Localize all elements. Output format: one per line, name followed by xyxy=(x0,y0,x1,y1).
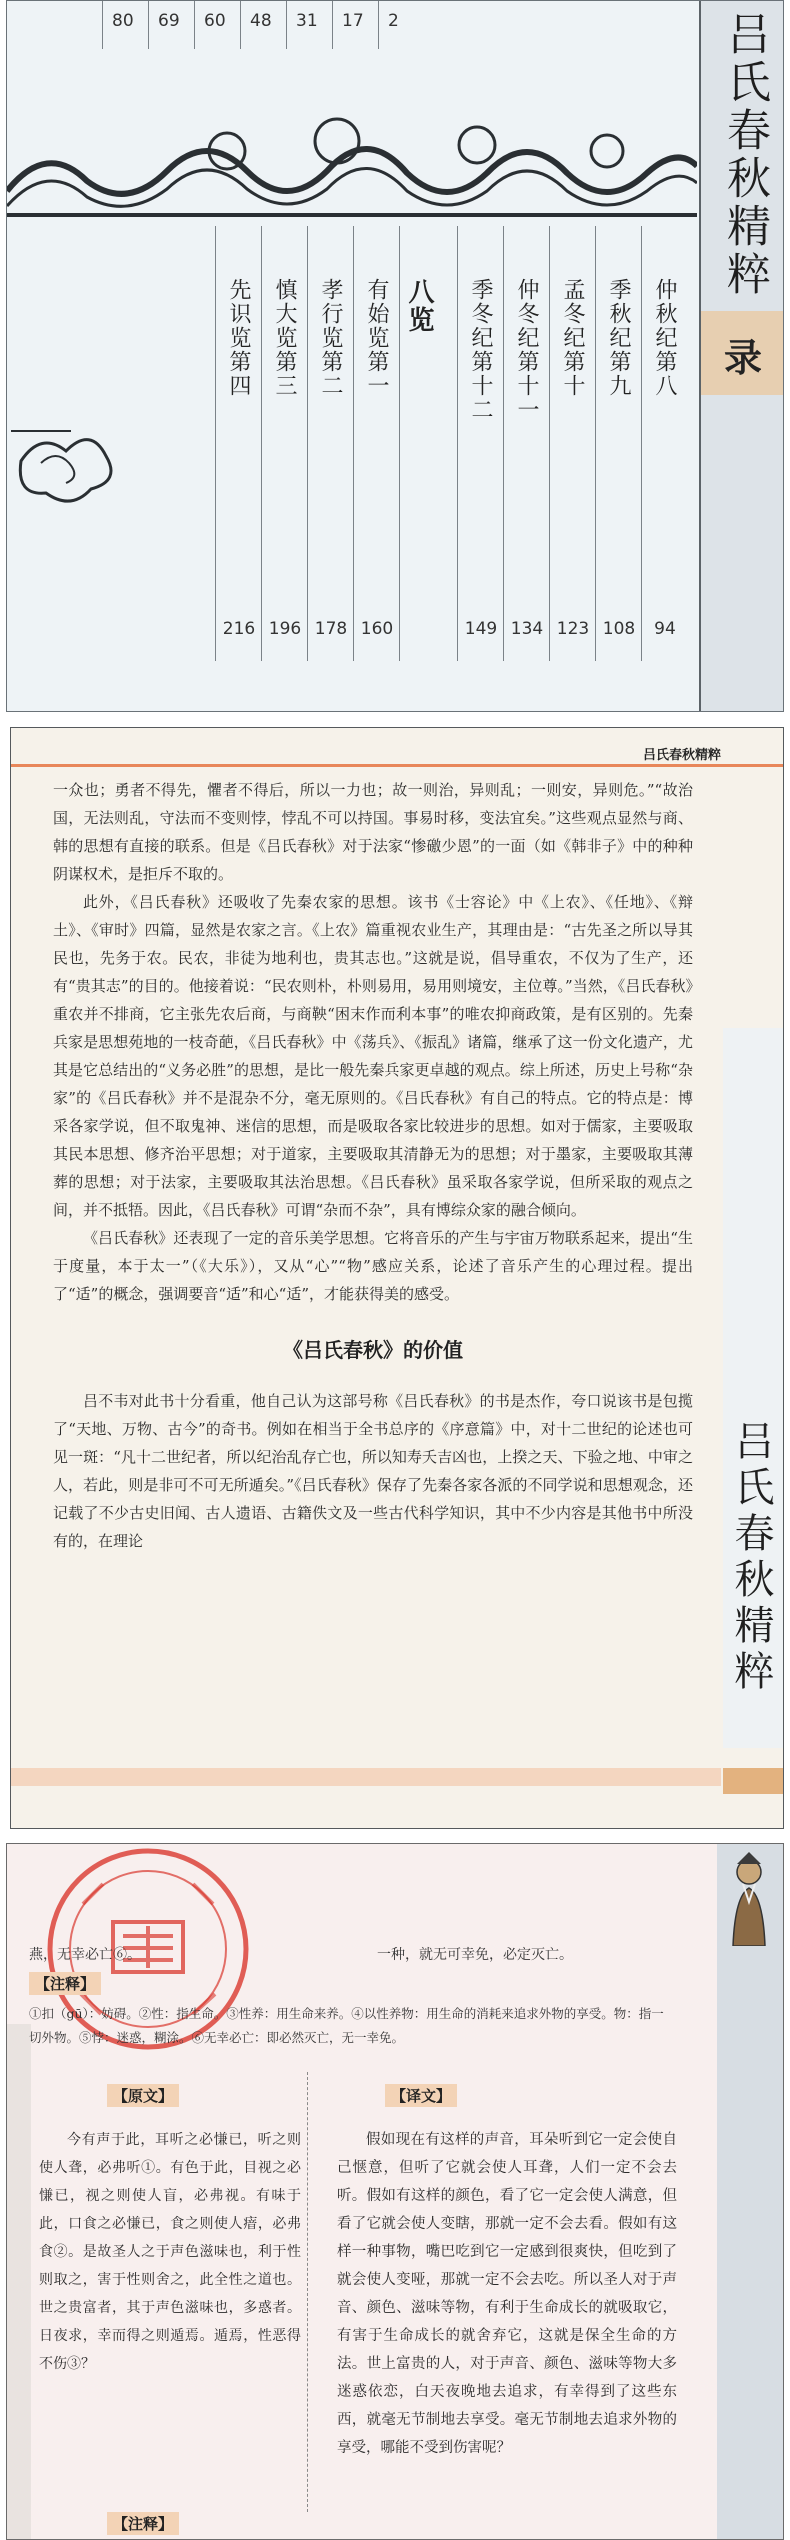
chapter-entry xyxy=(307,226,354,661)
cloud-ornament xyxy=(11,401,121,551)
article-side-strip xyxy=(723,1028,783,1748)
contents-side-label: 录 xyxy=(723,335,762,380)
chapter-page-number: 178 xyxy=(314,619,348,639)
chapter-page-number: 216 xyxy=(222,619,256,639)
column-divider xyxy=(307,2072,308,2512)
top-left-text: 燕，无幸必亡⑥。 xyxy=(29,1947,141,1963)
chapter-title: 有始览第一 xyxy=(364,278,389,398)
chapter-entry xyxy=(503,226,550,661)
article-page-photo xyxy=(10,727,784,1829)
note-label: 【注释】 xyxy=(29,1972,101,1995)
left-margin-strip xyxy=(7,2024,31,2540)
contents-side-strip xyxy=(699,1,784,712)
chapter-entry xyxy=(353,226,400,661)
chapter-page-number: 134 xyxy=(510,619,544,639)
contents-page-photo xyxy=(6,0,784,712)
top-page-number: 2 xyxy=(388,11,399,31)
top-column-rule xyxy=(194,1,195,49)
annotation-page-photo xyxy=(6,1843,784,2540)
running-header: 吕氏春秋精粹 xyxy=(642,748,721,763)
footer-band xyxy=(11,1768,721,1786)
top-page-number: 69 xyxy=(158,11,180,31)
top-page-number: 48 xyxy=(250,11,272,31)
chapter-entry xyxy=(595,226,642,661)
chapter-title: 季冬纪第十二 xyxy=(468,278,493,422)
annotation-side-strip xyxy=(717,1844,783,2540)
bottom-note-label: 【注释】 xyxy=(107,2512,179,2535)
chapter-page-number: 94 xyxy=(654,619,676,639)
paragraphs-after-heading xyxy=(53,1387,693,1555)
top-page-number: 31 xyxy=(296,11,318,31)
chapter-title: 仲冬纪第十一 xyxy=(514,278,539,422)
article-paragraph: 一众也；勇者不得先，懼者不得后，所以一力也；故一则治，异则乱；一则安，异则危。”“故治国，无法则乱，守法而不变则悖，悖乱不可以持国。事易时移，变法宜矣。”这些观点显然与商、韩的思想有直接的联系。但是《吕氏春秋》对于法家“惨礉少恩”的一面（如《韩非子》中的种种阴谋权术，是拒斥不取的。 xyxy=(53,781,693,883)
translation-label: 【译文】 xyxy=(385,2084,457,2107)
chapter-title: 季秋纪第九 xyxy=(606,278,631,398)
top-column-rule xyxy=(332,1,333,49)
chapter-entry xyxy=(215,226,262,661)
article-paragraph: 《吕氏春秋》还表现了一定的音乐美学思想。它将音乐的产生与宇宙万物联系起来，提出“生于度量，本于太一”（《大乐》），又从“心”“物”感应关系，论述了音乐产生的心理过程。提出了“适”的概念，强调要音“适”和心“适”，才能获得美的感受。 xyxy=(53,1229,693,1303)
chapter-page-number: 160 xyxy=(360,619,394,639)
section-heading: 《吕氏春秋》的价值 xyxy=(283,1338,463,1362)
chapter-page-number: 196 xyxy=(268,619,302,639)
chapter-title: 孝行览第二 xyxy=(318,278,343,398)
original-label: 【原文】 xyxy=(107,2084,179,2107)
top-page-number: 80 xyxy=(112,11,134,31)
top-column-rule xyxy=(378,1,379,49)
chapter-title: 先识览第四 xyxy=(226,278,251,398)
paragraphs-before-heading xyxy=(53,776,693,1308)
chapter-entry xyxy=(399,226,446,661)
footer-side-mark xyxy=(723,1768,783,1794)
chapter-entry xyxy=(549,226,596,661)
contents-chapter-list xyxy=(107,226,687,661)
top-column-rule xyxy=(286,1,287,49)
top-column-rule xyxy=(240,1,241,49)
top-page-number: 17 xyxy=(342,11,364,31)
article-paragraph: 此外，《吕氏春秋》还吸收了先秦农家的思想。该书《士容论》中《上农》、《任地》、《辩土》、《审时》四篇，显然是农家之言。《上农》篇重视农业生产，其理由是：“古先圣之所以导其民也，先务于农。民农，非徒为地利也，贵其志也。”这就是说，倡导重农，不仅为了生产，还有“贵其志”的目的。他接着说：“民农则朴，朴则易用，易用则境安，主位尊。”当然，《吕氏春秋》重农并不排商，它主张先农后商，与商鞅“困末作而利本事”的唯农抑商政策，是有区别的。先秦兵家是思想苑地的一枝奇葩，《吕氏春秋》中《荡兵》、《振乱》诸篇，继承了这一份文化遗产，尤其是它总结出的“义务必胜”的思想，是比一般先秦兵家更卓越的观点。综上所述，历史上号称“杂家”的《吕氏春秋》并不是混杂不分，毫无原则的。《吕氏春秋》有自己的特点。它的特点是：博采各家学说，但不取鬼神、迷信的思想，而是吸取各家比较进步的思想。如对于儒家，主要吸取其民本思想、修齐治平思想；对于道家，主要吸取其清静无为的思想；对于墨家，主要吸取其薄葬的思想；对于法家，主要吸取其法治思想。《吕氏春秋》虽采取各家学说，但所采取的观点之间，并不抵牾。因此，《吕氏春秋》可谓“杂而不杂”，具有博综众家的融合倾向。 xyxy=(53,893,693,1219)
chapter-title: 八览 xyxy=(404,278,434,334)
header-rule xyxy=(11,764,784,767)
chapter-page-number: 149 xyxy=(464,619,498,639)
chapter-page-number: 123 xyxy=(556,619,590,639)
contents-top-page-numbers xyxy=(7,1,707,61)
top-column-rule xyxy=(148,1,149,49)
note-text: ①扣（gū）：妨碍。②性：指生命。③性养：用生命来养。④以性养物：用生命的消耗来追求外物的享受。物：指一切外物。⑤悖：迷惑，糊涂。⑥无幸必亡：即必然灭亡，无一幸免。 xyxy=(29,2006,664,2045)
article-side-title: 吕氏春秋精粹 xyxy=(728,1420,774,1696)
chapter-entry xyxy=(641,226,688,661)
translation-text: 假如现在有这样的声音，耳朵听到它一定会使自己惬意，但听了它就会使人耳聋，人们一定不会去听。假如有这样的颜色，看了它一定会使人满意，但看了它就会使人变瞎，那就一定不会去看。假如有这样一种事物，嘴巴吃到它一定感到很爽快，但吃到了就会使人变哑，那就一定不会去吃。所以圣人对于声音、颜色、滋味等物，有利于生命成长的就吸取它，有害于生命成长的就舍弃它，这就是保全生命的方法。世上富贵的人，对于声音、颜色、滋味等物大多迷惑依恋，白天夜晚地去追求，有幸得到了这些东西，就毫无节制地去享受。毫无节制地去追求外物的享受，哪能不受到伤害呢？ xyxy=(337,2132,677,2456)
scholar-figure-icon xyxy=(723,1850,775,1946)
chapter-title: 孟冬纪第十 xyxy=(560,278,585,398)
top-right-text: 一种，就无可幸免，必定灭亡。 xyxy=(377,1947,573,1963)
chapter-entry xyxy=(261,226,308,661)
chapter-title: 慎大览第三 xyxy=(272,278,297,398)
article-paragraph: 吕不韦对此书十分看重，他自己认为这部号称《吕氏春秋》的书是杰作，夸口说该书是包揽了“天地、万物、古今”的奇书。例如在相当于全书总序的《序意篇》中，对十二世纪的论述也可见一斑：“凡十二世纪者，所以纪治乱存亡也，所以知寿夭吉凶也，上揆之天、下验之地、中审之人，若此，则是非可不可无所遁矣。”《吕氏春秋》保存了先秦各家各派的不同学说和思想观念，还记载了不少古史旧闻、古人遗语、古籍佚文及一些古代科学知识，其中不少内容是其他书中所没有的，在理论 xyxy=(53,1392,693,1550)
chapter-entry xyxy=(457,226,504,661)
article-body xyxy=(53,776,693,1555)
top-column-rule xyxy=(102,1,103,49)
wave-pattern-ornament xyxy=(7,111,697,219)
contents-side-title: 吕氏春秋精粹 xyxy=(719,11,770,299)
chapter-title: 仲秋纪第八 xyxy=(652,278,677,398)
top-page-number: 60 xyxy=(204,11,226,31)
chapter-page-number: 108 xyxy=(602,619,636,639)
original-text: 今有声于此，耳听之必慊已，听之则使人聋，必弗听①。有色于此，目视之必慊已，视之则使人盲，必弗视。有味于此，口食之必慊已，食之则使人瘖，必弗食②。是故圣人之于声色滋味也，利于性则取之，害于性则舍之，此全性之道也。世之贵富者，其于声色滋味也，多惑者。日夜求，幸而得之则遁焉。遁焉，性恶得不伤③？ xyxy=(39,2132,301,2372)
